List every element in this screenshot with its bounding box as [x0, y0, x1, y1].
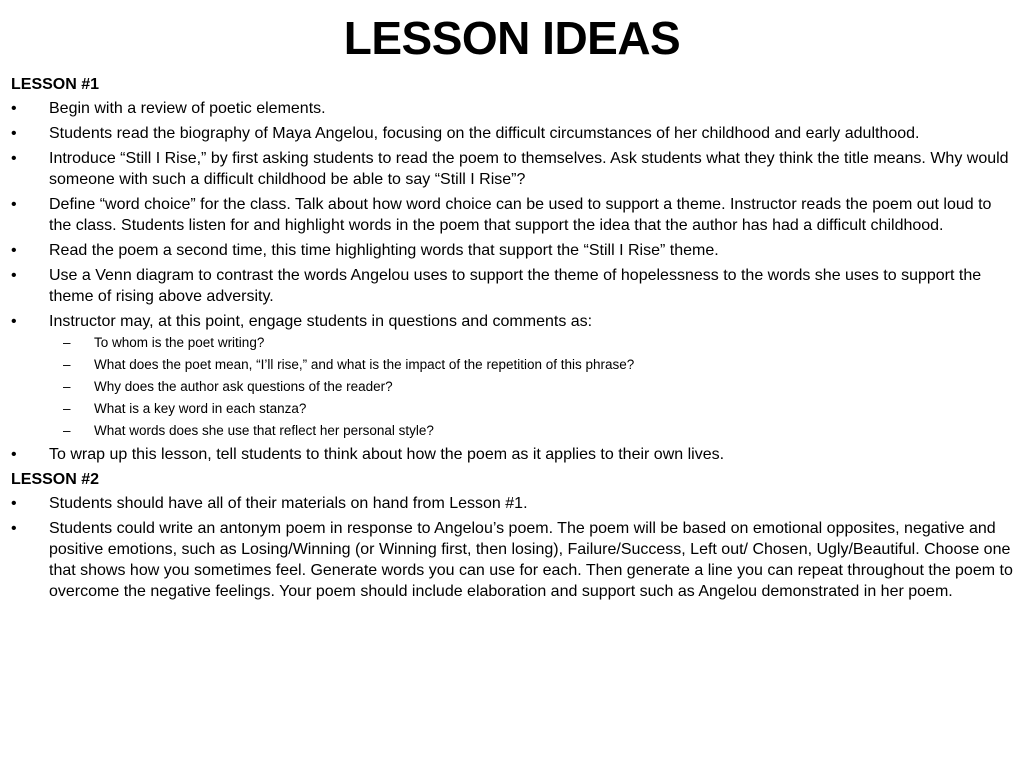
- bullet-icon: •: [11, 446, 17, 463]
- lesson-2-bullet-list: [11, 493, 1017, 602]
- sub-list-item-text: Why does the author ask questions of the reader?: [94, 379, 393, 394]
- slide-body: [11, 74, 1017, 606]
- bullet-icon: •: [11, 267, 17, 284]
- list-item: [11, 518, 1017, 602]
- list-item: [11, 194, 1017, 236]
- lesson-1-heading: LESSON #1: [11, 76, 100, 93]
- bullet-icon: •: [11, 100, 17, 117]
- lesson-1-bullet-list: [11, 98, 1017, 465]
- sub-list-item-text: What does the poet mean, “I’ll rise,” and what is the impact of the repetition of this phrase?: [94, 357, 635, 372]
- list-item: [11, 123, 1017, 144]
- bullet-icon: •: [11, 520, 17, 537]
- list-item: [11, 493, 1017, 514]
- list-item-text: Define “word choice” for the class. Talk about how word choice can be used to support a theme. Instructor reads the poem out loud to the class. Students listen for and highlight words in the poem that support the idea that the author has had a difficult childhood.: [49, 196, 992, 234]
- question-sub-list: [49, 334, 1017, 440]
- list-item: [11, 265, 1017, 307]
- dash-icon: –: [63, 357, 71, 372]
- sub-list-item-text: What words does she use that reflect her personal style?: [94, 423, 434, 438]
- sub-list-item: [49, 422, 1017, 440]
- list-item: [11, 148, 1017, 190]
- list-item-text: Use a Venn diagram to contrast the words Angelou uses to support the theme of hopelessness to the words she uses to support the theme of rising above adversity.: [49, 267, 982, 305]
- list-item-text: To wrap up this lesson, tell students to think about how the poem as it applies to their own lives.: [49, 446, 725, 463]
- list-item-text: Introduce “Still I Rise,” by first asking students to read the poem to themselves. Ask students what they think the title means. Why would someone with such a difficult childhood be able to say “Still I Rise”?: [49, 150, 1009, 188]
- list-item-text: Students should have all of their materials on hand from Lesson #1.: [49, 495, 528, 512]
- sub-list-item-text: To whom is the poet writing?: [94, 335, 265, 350]
- dash-icon: –: [63, 335, 71, 350]
- list-item: [11, 240, 1017, 261]
- sub-list-item: [49, 400, 1017, 418]
- list-item-text: Students could write an antonym poem in response to Angelou’s poem. The poem will be based on emotional opposites, negative and positive emotions, such as Losing/Winning (or Winning first, then losing), Failure/Success, Left out/ Chosen, Ugly/Beautiful. Choose one that shows how you sometimes feel. Generate words you can use for each. Then generate a line you can repeat throughout the poem to overcome the negative feelings. Your poem should include elaboration and support such as Angelou demonstrated in her poem.: [49, 520, 1013, 600]
- dash-icon: –: [63, 401, 71, 416]
- bullet-icon: •: [11, 313, 17, 330]
- sub-list-item: [49, 334, 1017, 352]
- lesson-2-heading: LESSON #2: [11, 471, 100, 488]
- sub-list-item-text: What is a key word in each stanza?: [94, 401, 307, 416]
- list-item-text: Read the poem a second time, this time highlighting words that support the “Still I Rise” theme.: [49, 242, 719, 259]
- sub-list-item: [49, 356, 1017, 374]
- list-item-text: Instructor may, at this point, engage students in questions and comments as:: [49, 313, 593, 330]
- bullet-icon: •: [11, 196, 17, 213]
- page-title: LESSON IDEAS: [343, 12, 681, 64]
- list-item-text: Begin with a review of poetic elements.: [49, 100, 326, 117]
- dash-icon: –: [63, 379, 71, 394]
- bullet-icon: •: [11, 150, 17, 167]
- bullet-icon: •: [11, 125, 17, 142]
- bullet-icon: •: [11, 495, 17, 512]
- dash-icon: –: [63, 423, 71, 438]
- list-item-text: Students read the biography of Maya Angelou, focusing on the difficult circumstances of her childhood and early adulthood.: [49, 125, 920, 142]
- list-item: [11, 444, 1017, 465]
- bullet-icon: •: [11, 242, 17, 259]
- list-item: [11, 98, 1017, 119]
- sub-list-item: [49, 378, 1017, 396]
- list-item: [11, 311, 1017, 440]
